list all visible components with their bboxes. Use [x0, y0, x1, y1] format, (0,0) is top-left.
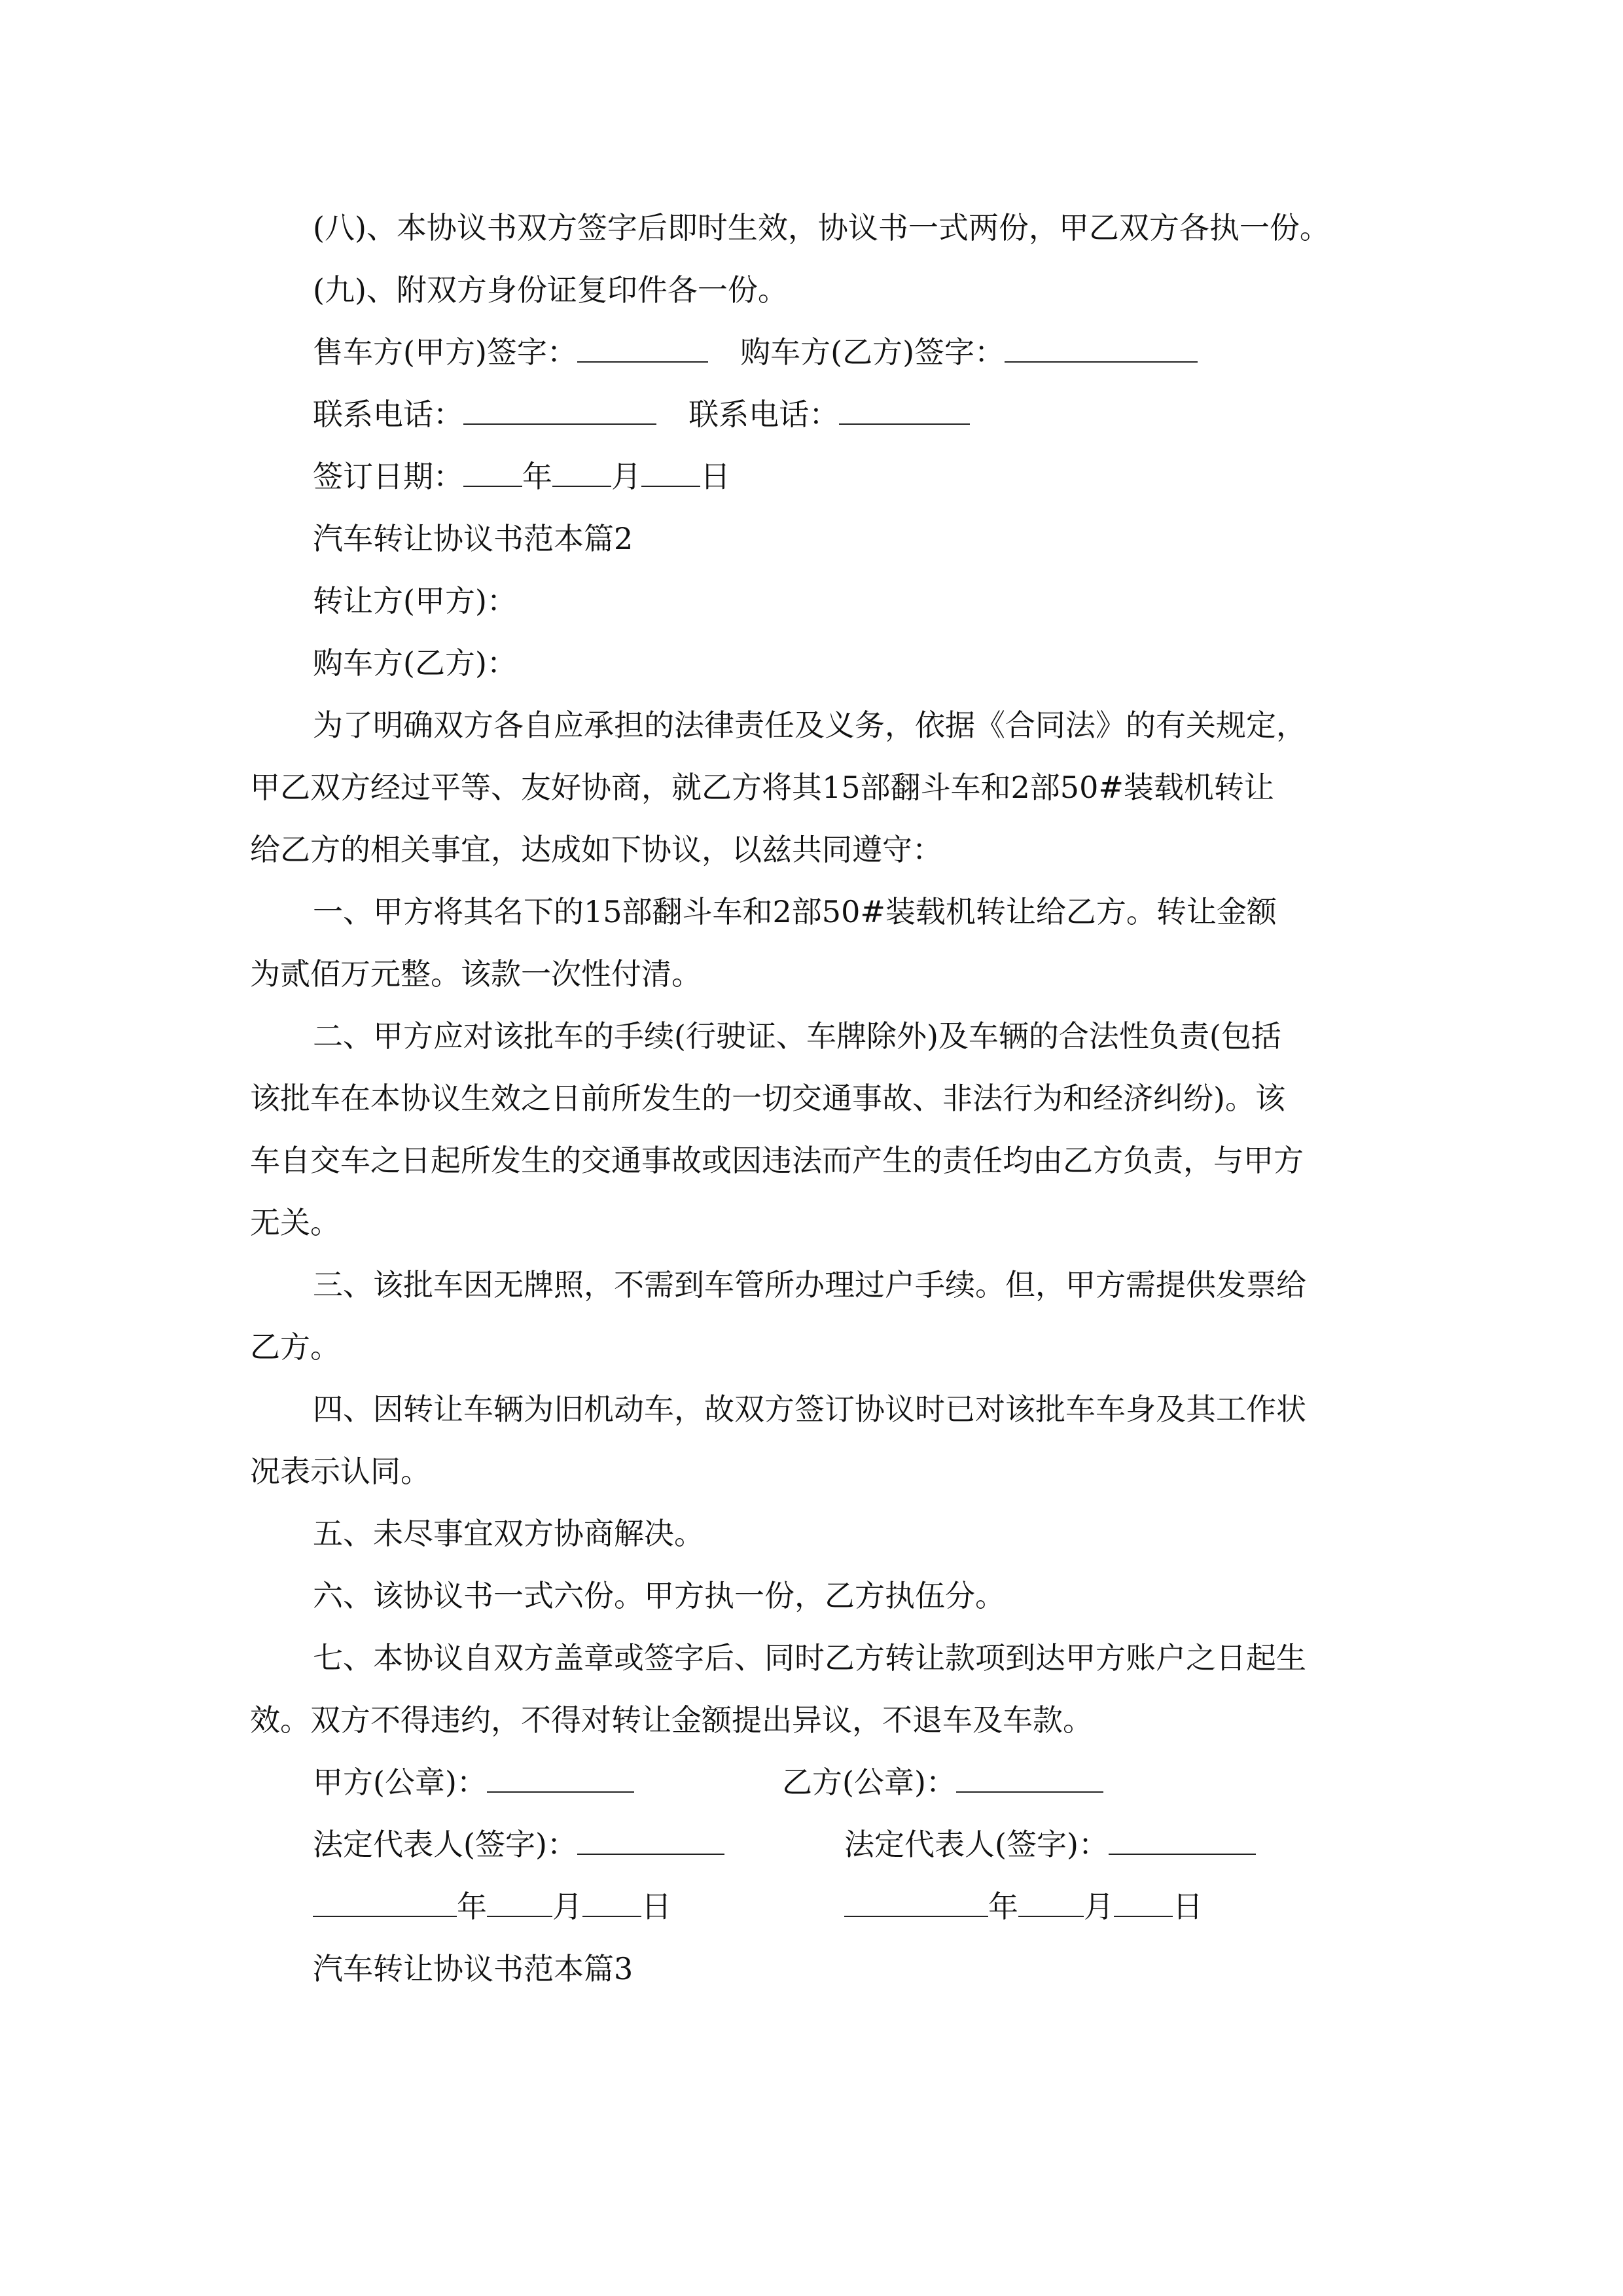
clause-1-line-1: [313, 892, 1277, 931]
seal-b-row: [782, 1763, 1103, 1802]
buyer-label: 购车方(乙方)：: [313, 645, 517, 681]
clause-4-text-1: 四、因转让车辆为旧机动车，故双方签订协议时已对该批车车身及其工作状: [313, 1391, 1306, 1427]
buyer-phone-label: 联系电话：: [688, 397, 840, 432]
date-b-month-label: 月: [1084, 1889, 1114, 1924]
month-label: 月: [611, 459, 641, 494]
buyer-phone-blank: [839, 395, 970, 425]
clause-7-text-2: 效。双方不得违约，不得对转让金额提出异议，不退车及车款。: [250, 1702, 1093, 1738]
buyer-line: [313, 643, 517, 683]
clause-7-line-2: [250, 1700, 1093, 1740]
clause-9: [313, 270, 788, 310]
clause-7-text-1: 七、本协议自双方盖章或签字后、同时乙方转让款项到达甲方账户之日起生: [313, 1640, 1306, 1676]
date-a-month-label: 月: [552, 1889, 582, 1924]
signing-date-label: 签订日期：: [313, 459, 463, 494]
clause-2-text-3: 车自交车之日起所发生的交通事故或因违法而产生的责任均由乙方负责，与甲方: [250, 1143, 1304, 1178]
clause-4-line-1: [313, 1390, 1306, 1429]
year-label: 年: [522, 459, 552, 494]
date-a-day-label: 日: [641, 1889, 671, 1924]
seal-b-label: 乙方(公章)：: [782, 1765, 956, 1800]
date-a-month-blank: [487, 1887, 552, 1917]
clause-3-text-2: 乙方。: [250, 1329, 340, 1365]
rep-a-blank: [577, 1825, 724, 1855]
section-title-3-text: 汽车转让协议书范本篇3: [313, 1951, 633, 1986]
clause-8-text: (八)、本协议书双方签字后即时生效，协议书一式两份，甲乙双方各执一份。: [313, 210, 1330, 245]
clause-6: [313, 1576, 1005, 1615]
year-blank: [463, 457, 522, 487]
seller-signature-label: 售车方(甲方)签字：: [313, 334, 577, 370]
clause-4-text-2: 况表示认同。: [250, 1454, 431, 1489]
clause-1-text-1: 一、甲方将其名下的15部翻斗车和2部50#装载机转让给乙方。转让金额: [313, 894, 1277, 929]
clause-2-line-1: [313, 1016, 1281, 1056]
clause-4-line-2: [250, 1452, 431, 1491]
intro-text-3: 给乙方的相关事宜，达成如下协议，以兹共同遵守：: [250, 832, 942, 867]
phone-row: [313, 395, 970, 434]
transferor-line: [313, 581, 517, 620]
seal-a-label: 甲方(公章)：: [313, 1765, 487, 1800]
section-title-3: [313, 1949, 633, 1988]
seal-b-blank: [956, 1763, 1103, 1793]
clause-2-line-3: [250, 1141, 1304, 1180]
date-a-year-blank: [313, 1887, 457, 1917]
clause-1-text-2: 为贰佰万元整。该款一次性付清。: [250, 956, 702, 992]
clause-2-text-1: 二、甲方应对该批车的手续(行驶证、车牌除外)及车辆的合法性负责(包括: [313, 1018, 1281, 1054]
transferor-label: 转让方(甲方)：: [313, 583, 517, 619]
clause-2-text-4: 无关。: [250, 1205, 340, 1240]
rep-b-label: 法定代表人(签字)：: [844, 1827, 1109, 1862]
section-title-2-text: 汽车转让协议书范本篇2: [313, 521, 633, 556]
seller-phone-label: 联系电话：: [313, 397, 463, 432]
clause-3-text-1: 三、该批车因无牌照，不需到车管所办理过户手续。但，甲方需提供发票给: [313, 1267, 1306, 1302]
clause-9-text: (九)、附双方身份证复印件各一份。: [313, 272, 788, 308]
signature-row: [313, 332, 1198, 372]
seller-phone-blank: [463, 395, 656, 425]
clause-8: [313, 208, 1330, 247]
rep-b-blank: [1109, 1825, 1256, 1855]
date-a-row: [313, 1887, 671, 1926]
date-a-day-blank: [582, 1887, 641, 1917]
intro-text-1: 为了明确双方各自应承担的法律责任及义务，依据《合同法》的有关规定，: [313, 708, 1306, 743]
clause-6-text: 六、该协议书一式六份。甲方执一份，乙方执伍分。: [313, 1578, 1005, 1613]
clause-3-line-2: [250, 1327, 340, 1367]
month-blank: [552, 457, 611, 487]
date-a-year-label: 年: [457, 1889, 487, 1924]
clause-1-line-2: [250, 954, 702, 994]
date-b-day-label: 日: [1173, 1889, 1203, 1924]
clause-2-line-2: [250, 1079, 1285, 1118]
seller-signature-blank: [577, 332, 708, 363]
rep-a-row: [313, 1825, 724, 1864]
day-blank: [641, 457, 700, 487]
clause-2-line-4: [250, 1203, 340, 1242]
rep-a-label: 法定代表人(签字)：: [313, 1827, 577, 1862]
day-label: 日: [700, 459, 730, 494]
buyer-signature-blank: [1005, 332, 1198, 363]
date-b-year-blank: [844, 1887, 988, 1917]
intro-line-2: [250, 768, 1274, 807]
clause-2-text-2: 该批车在本协议生效之日前所发生的一切交通事故、非法行为和经济纠纷)。该: [250, 1081, 1285, 1116]
intro-text-2: 甲乙双方经过平等、友好协商，就乙方将其15部翻斗车和2部50#装载机转让: [250, 770, 1274, 805]
seal-a-blank: [487, 1763, 634, 1793]
date-b-year-label: 年: [988, 1889, 1018, 1924]
date-b-row: [844, 1887, 1203, 1926]
clause-3-line-1: [313, 1265, 1306, 1304]
seal-a-row: [313, 1763, 634, 1802]
clause-7-line-1: [313, 1638, 1306, 1677]
intro-line-1: [313, 706, 1306, 745]
clause-5-text: 五、未尽事宜双方协商解决。: [313, 1516, 704, 1551]
buyer-signature-label: 购车方(乙方)签字：: [740, 334, 1005, 370]
signing-date-row: [313, 457, 730, 496]
section-title-2: [313, 519, 633, 558]
rep-b-row: [844, 1825, 1256, 1864]
date-b-day-blank: [1114, 1887, 1173, 1917]
clause-5: [313, 1514, 704, 1553]
intro-line-3: [250, 830, 942, 869]
date-b-month-blank: [1018, 1887, 1084, 1917]
